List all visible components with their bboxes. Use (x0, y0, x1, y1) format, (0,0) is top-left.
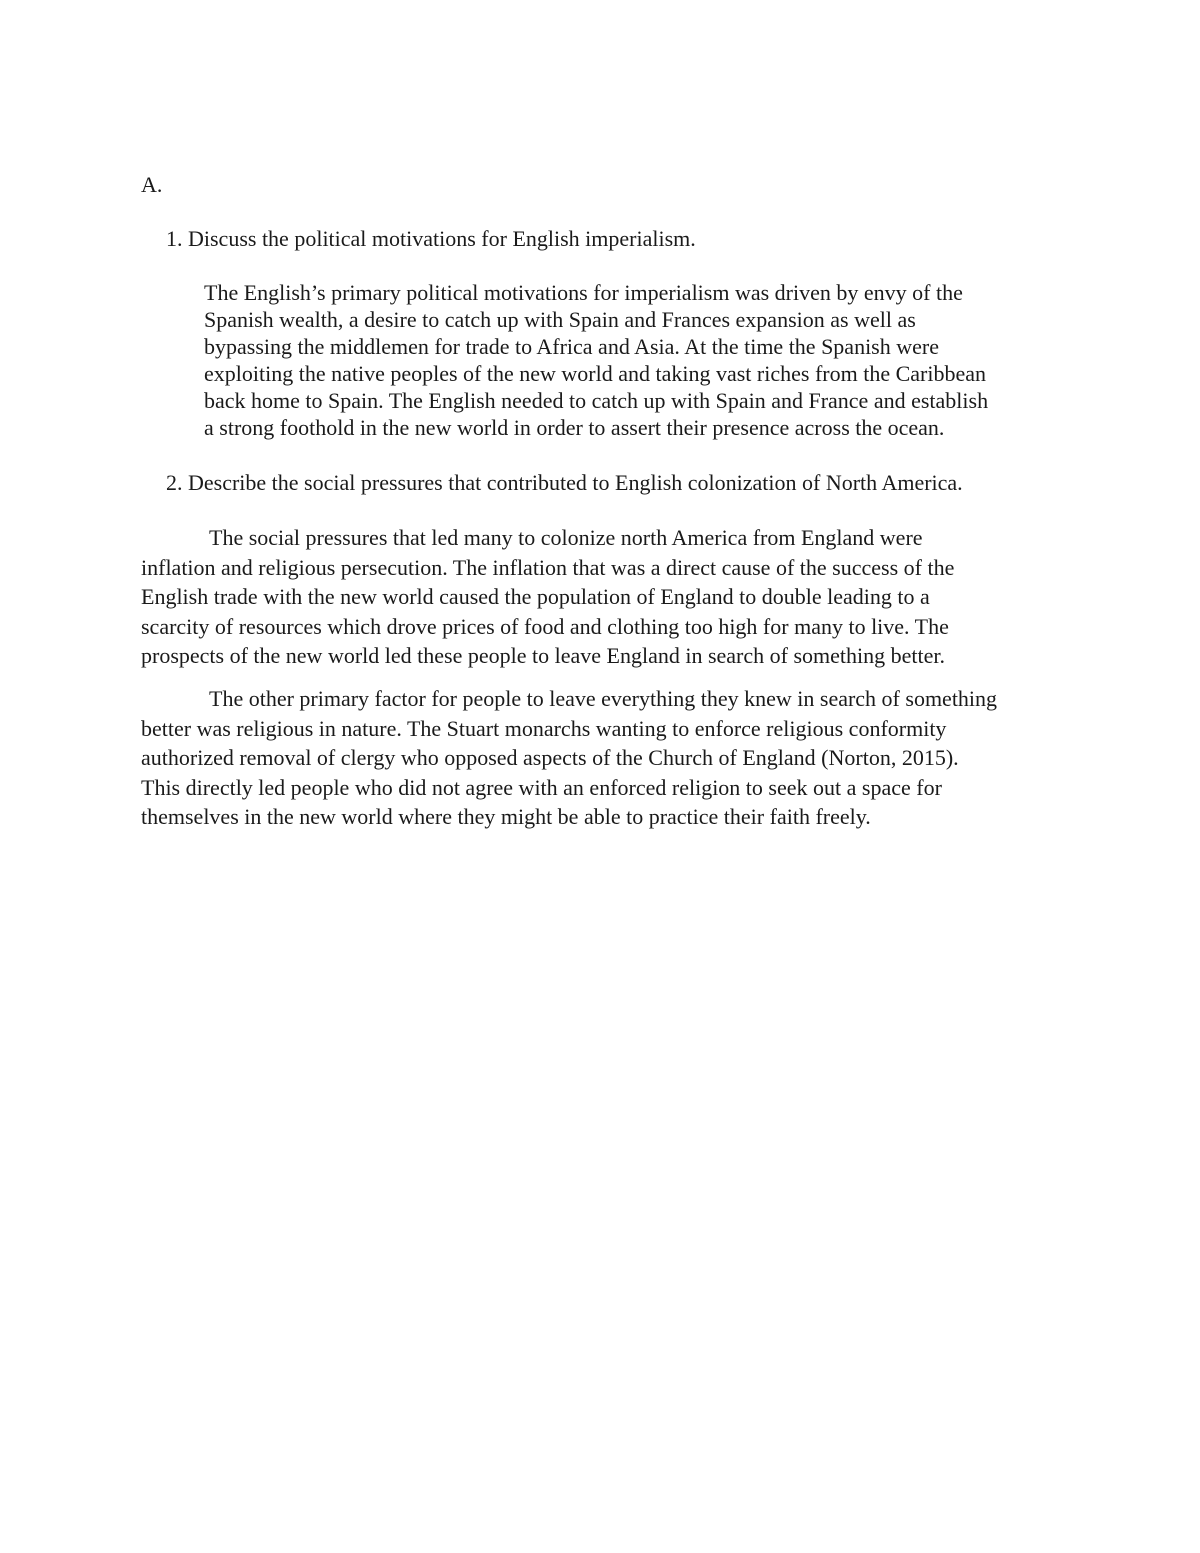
section-label: A. (141, 172, 163, 197)
answer-1: The English’s primary political motivations for imperialism was driven by envy of the Spanish wealth, a desire to catch up with Spain and Frances expansion as well as bypassing the middlemen for trade to Africa and Asia. At the time the Spanish were exploiting the native peoples of the new world and taking vast riches from the Caribbean back home to Spain. The English needed to catch up with Spain and France and establish a strong foothold in the new world in order to assert their presence across the ocean. (204, 280, 989, 440)
question-1: 1. Discuss the political motivations for English imperialism. (166, 226, 696, 251)
answer-2-paragraph-2-block (141, 684, 1101, 832)
answer-2-paragraph-1: The social pressures that led many to colonize north America from England were inflation and religious persecution. The inflation that was a direct cause of the success of the English trade with the new world caused the population of England to double leading to a scarcity of resources which drove prices of food and clothing too high for many to live. The prospects of the new world led these people to leave England in search of something better. (141, 525, 955, 668)
answer-2-paragraph-1-block (141, 523, 1101, 671)
answer-2-paragraph-2: The other primary factor for people to leave everything they knew in search of something better was religious in nature. The Stuart monarchs wanting to enforce religious conformity authorized removal of clergy who opposed aspects of the Church of England (Norton, 2015). This directly led people who did not agree with an enforced religion to seek out a space for themselves in the new world where they might be able to practice their faith freely. (141, 686, 998, 829)
question-2: 2. Describe the social pressures that contributed to English colonization of North America. (166, 470, 963, 495)
